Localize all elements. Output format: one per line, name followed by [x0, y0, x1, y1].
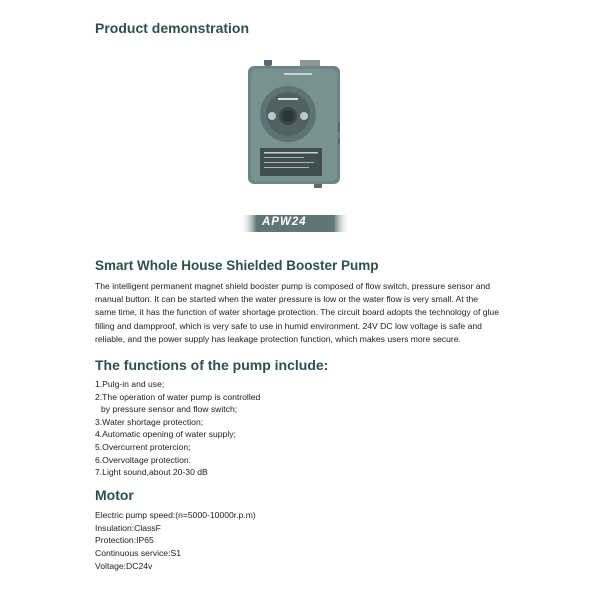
list-item: 2.The operation of water pump is controlled [95, 391, 261, 402]
list-item: 7.Light sound,about 20-30 dB [95, 467, 208, 478]
product-title: Smart Whole House Shielded Booster Pump [95, 258, 379, 273]
spec-item: Insulation:ClassF [95, 522, 161, 533]
pump-product-image [248, 60, 340, 188]
list-item: 5.Overcurrent protercion; [95, 441, 191, 452]
spec-item: Electric pump speed:(n=5000-10000r.p.m) [95, 510, 256, 520]
list-item: 1.Pulg-in and use; [95, 379, 165, 389]
list-item: 6.Overvoltage protection. [95, 454, 192, 465]
product-description: The intelligent permanent magnet shield booster pump is composed of flow switch, pressure sensor and manual button. It can be started when the water pressure is low or the water flow is very small. At the same time, it has the function of water shortage protection. The circuit board adopts the technology of glue filling and dampproof, which is very safe to use in humid environment. 24V DC low voltage is safe and reliable, and the power supply has leakage protection function, which makes users more secure. [95, 281, 499, 344]
spec-item: Voltage:DC24v [95, 560, 153, 571]
section-heading-functions: The functions of the pump include: [95, 357, 329, 373]
section-heading-motor: Motor [95, 487, 134, 503]
section-heading-demo: Product demonstration [95, 20, 250, 36]
spec-item: Protection:IP65 [95, 535, 154, 546]
functions-list [95, 378, 260, 479]
motor-specs-list [95, 509, 256, 573]
model-badge-label: APW24 [262, 216, 307, 228]
list-item: 3.Water shortage protection; [95, 416, 204, 427]
spec-item: Continuous service:S1 [95, 548, 181, 559]
list-item: 4.Automatic opening of water supply; [95, 429, 236, 440]
list-item: by pressure sensor and flow switch; [101, 404, 238, 415]
